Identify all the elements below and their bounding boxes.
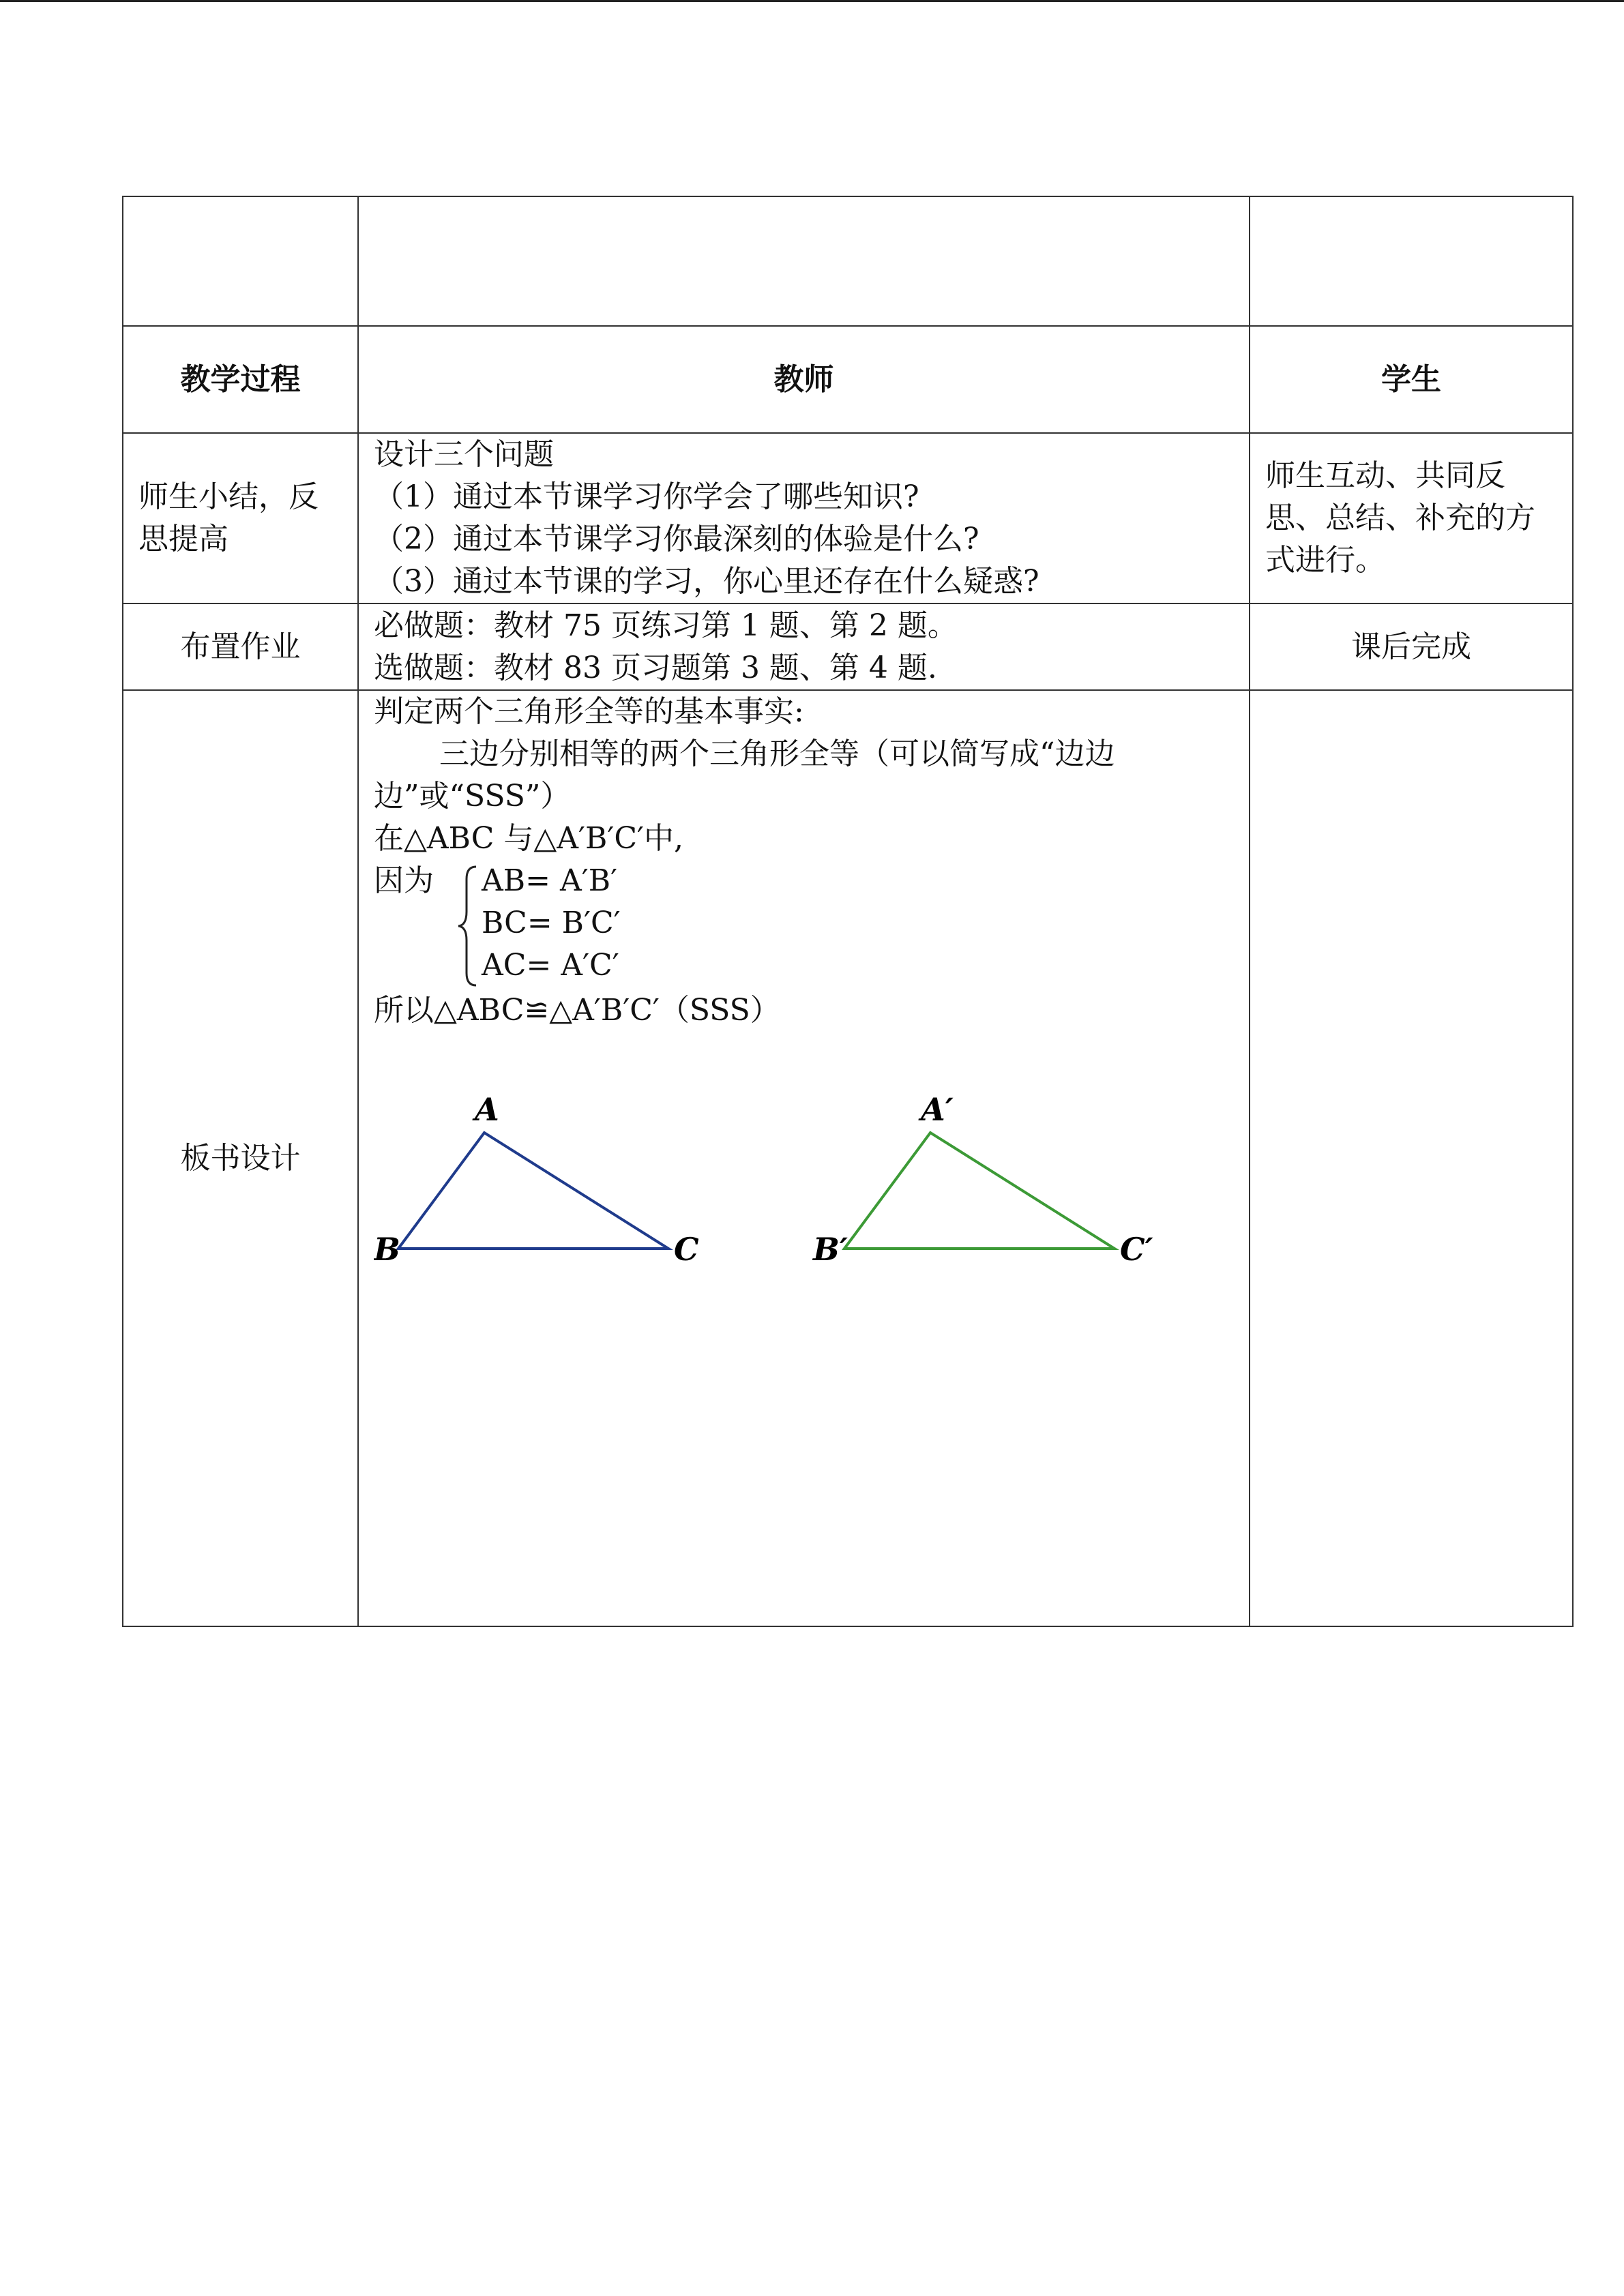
summary-question-1: （1）通过本节课学习你学会了哪些知识?	[374, 479, 919, 514]
vertex-label-c-prime: C′	[1120, 1231, 1153, 1268]
board-line-3: 边”或“SSS”）	[374, 779, 571, 814]
board-label: 板书设计	[123, 690, 358, 1626]
homework-teacher-cell	[358, 603, 1250, 690]
homework-required: 必做题：教材 75 页练习第 1 题、第 2 题。	[374, 608, 958, 643]
board-student-cell	[1250, 690, 1573, 1626]
summary-question-3: （3）通过本节课的学习，你心里还存在什么疑惑?	[374, 564, 1039, 599]
header-process: 教学过程	[123, 326, 358, 433]
board-row	[123, 690, 1573, 1626]
triangle-abc-prime	[812, 1093, 1153, 1268]
triangle-abc	[374, 1093, 699, 1268]
summary-intro: 设计三个问题	[374, 437, 554, 472]
vertex-label-b-prime: B′	[813, 1231, 848, 1268]
summary-row	[123, 433, 1573, 603]
summary-question-2: （2）通过本节课学习你最深刻的体验是什么?	[374, 522, 979, 556]
blank-cell-3	[1250, 196, 1573, 326]
blank-cell-1	[123, 196, 358, 326]
summary-teacher-cell	[358, 433, 1250, 603]
board-conclusion: 所以△ABC≌△A′B′C′（SSS）	[374, 993, 780, 1028]
vertex-label-a-prime: A′	[921, 1093, 954, 1128]
lesson-plan-table	[122, 196, 1574, 1627]
header-teacher: 教师	[358, 326, 1250, 433]
board-line-1: 判定两个三角形全等的基本事实:	[374, 694, 804, 729]
homework-row	[123, 603, 1573, 690]
board-content-cell	[358, 690, 1250, 1626]
vertex-label-b: B	[374, 1231, 400, 1268]
header-row	[123, 326, 1573, 433]
condition-ac: AC= A′C′	[482, 948, 619, 983]
conditions-block	[374, 860, 1234, 989]
blank-row	[123, 196, 1573, 326]
summary-label: 师生小结，反思提高	[123, 433, 358, 603]
vertex-label-c: C	[674, 1231, 699, 1268]
blank-cell-2	[358, 196, 1250, 326]
conditions-list	[482, 860, 621, 987]
because-label: 因为	[374, 863, 434, 898]
left-brace-icon	[456, 863, 482, 989]
header-student: 学生	[1250, 326, 1573, 433]
top-border-line	[0, 0, 1624, 2]
homework-label: 布置作业	[123, 603, 358, 690]
condition-ab: AB= A′B′	[482, 863, 618, 898]
board-line-2: 三边分别相等的两个三角形全等（可以简写成“边边	[439, 736, 1115, 771]
homework-optional: 选做题：教材 83 页习题第 3 题、第 4 题.	[374, 650, 937, 685]
summary-student: 师生互动、共同反思、总结、补充的方式进行。	[1250, 433, 1573, 603]
vertex-label-a: A	[475, 1093, 499, 1128]
condition-bc: BC= B′C′	[482, 906, 621, 940]
homework-student: 课后完成	[1250, 603, 1573, 690]
board-line-4: 在△ABC 与△A′B′C′中,	[374, 821, 683, 856]
triangles-figure	[374, 1093, 1206, 1311]
